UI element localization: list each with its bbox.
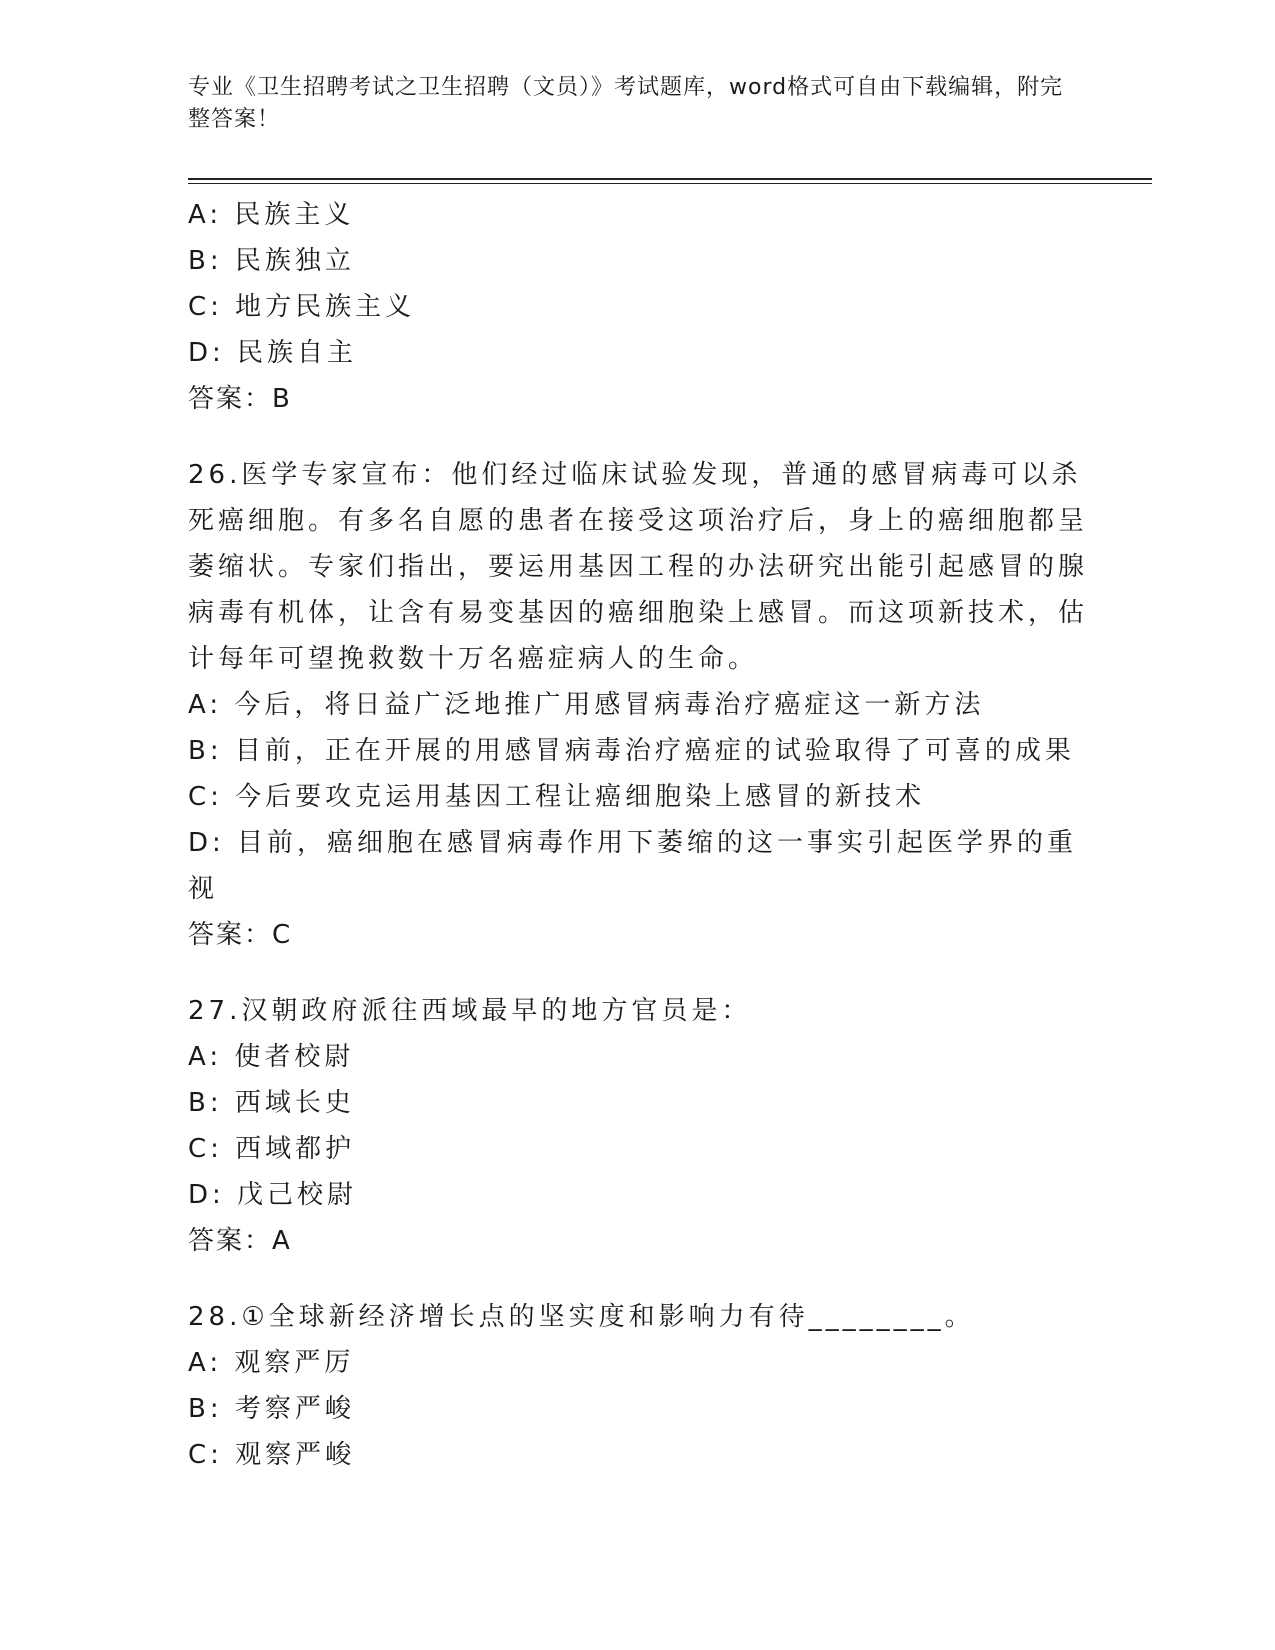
question-27 [188,988,1088,1264]
option-b: B: 目前，正在开展的用感冒病毒治疗癌症的试验取得了可喜的成果 [188,736,1075,766]
header-divider [188,178,1152,180]
option-d: D: 民族自主 [188,338,358,368]
answer-line: 答案：A [188,1226,292,1256]
option-c: C: 观察严峻 [188,1440,356,1470]
option-c: C: 西域都护 [188,1134,356,1164]
answer-line: 答案：B [188,384,292,414]
option-d: D: 目前，癌细胞在感冒病毒作用下萎缩的这一事实引起医学界的重视 [188,828,1078,904]
option-d: D: 戊己校尉 [188,1180,358,1210]
option-b: B: 民族独立 [188,246,355,276]
header-divider-thin [188,183,1152,184]
question-stem: 28.①全球新经济增长点的坚实度和影响力有待________。 [188,1302,975,1332]
question-26 [188,452,1088,958]
option-b: B: 西域长史 [188,1088,355,1118]
option-c: C: 地方民族主义 [188,292,416,322]
page-header [188,72,1068,136]
question-28 [188,1294,1088,1478]
option-a: A: 今后，将日益广泛地推广用感冒病毒治疗癌症这一新方法 [188,690,985,720]
question-list [188,192,1088,1478]
question-stem: 26.医学专家宣布：他们经过临床试验发现，普通的感冒病毒可以杀死癌细胞。有多名自愿的患者在接受这项治疗后，身上的癌细胞都呈萎缩状。专家们指出，要运用基因工程的办法研究出能引起感冒的腺病毒有机体，让含有易变基因的癌细胞染上感冒。而这项新技术，估计每年可望挽救数十万名癌症病人的生命。 [188,460,1089,674]
answer-line: 答案：C [188,920,293,950]
option-a: A: 观察严厉 [188,1348,355,1378]
question-stem: 27.汉朝政府派往西域最早的地方官员是： [188,996,752,1026]
option-a: A: 使者校尉 [188,1042,355,1072]
option-c: C: 今后要攻克运用基因工程让癌细胞染上感冒的新技术 [188,782,926,812]
option-a: A: 民族主义 [188,200,355,230]
document-title: 专业《卫生招聘考试之卫生招聘（文员）》考试题库，word格式可自由下载编辑，附完整答案！ [188,75,1064,132]
option-b: B: 考察严峻 [188,1394,355,1424]
question-25 [188,192,1088,422]
